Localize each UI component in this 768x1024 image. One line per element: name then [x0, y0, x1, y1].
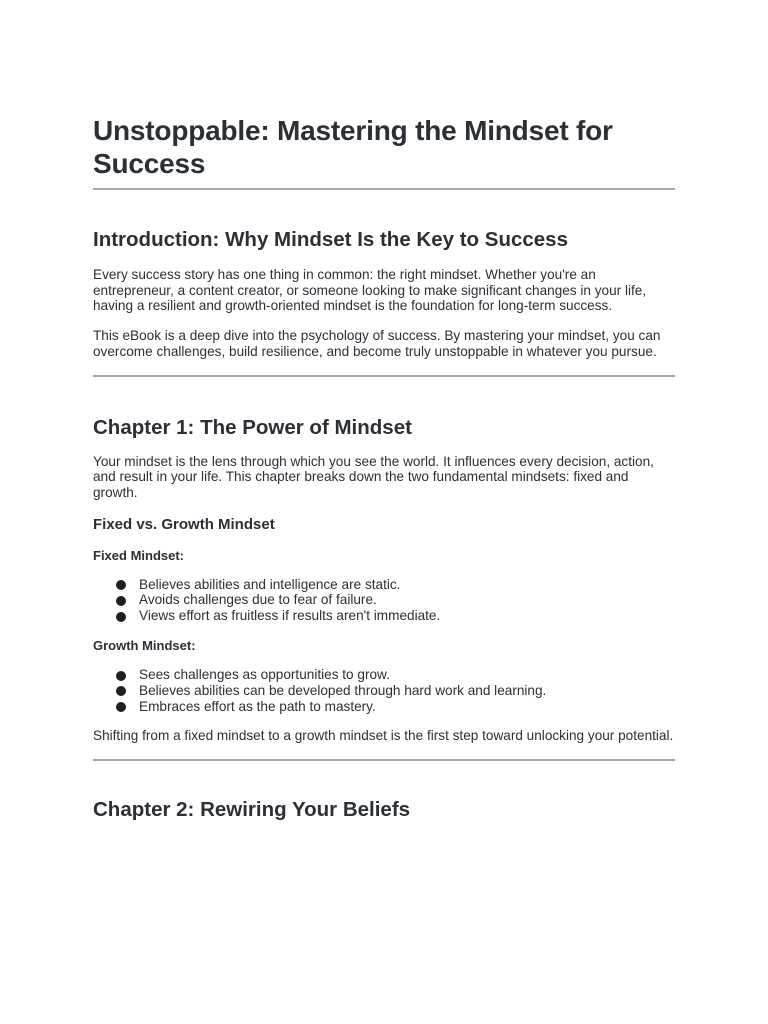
list-item — [116, 699, 675, 715]
chapter-1-divider — [93, 759, 675, 761]
chapter-1-heading: Chapter 1: The Power of Mindset — [93, 415, 412, 439]
list-item-text: Believes abilities and intelligence are static. — [139, 576, 401, 592]
list-item-text: Views effort as fruitless if results aren't immediate. — [139, 608, 441, 624]
growth-mindset-list — [93, 667, 675, 714]
introduction-paragraph-1: Every success story has one thing in common: the right mindset. Whether you're an entrepreneur, a content creator, or someone looking to make significant changes in your life, having a resilient and growth-oriented mindset is the foundation for long-term success. — [93, 267, 647, 314]
growth-mindset-label: Growth Mindset: — [93, 638, 196, 654]
introduction-paragraph-2: This eBook is a deep dive into the psychology of success. By mastering your mindset, you can overcome challenges, build resilience, and become truly unstoppable in whatever you pursue. — [93, 328, 661, 359]
bullet-icon — [116, 686, 126, 696]
list-item-text: Sees challenges as opportunities to grow. — [139, 667, 390, 683]
list-item-text: Avoids challenges due to fear of failure. — [139, 592, 377, 608]
title-divider — [93, 188, 675, 190]
list-item — [116, 592, 675, 608]
fixed-vs-growth-subheading: Fixed vs. Growth Mindset — [93, 515, 275, 533]
bullet-icon — [116, 702, 126, 712]
list-item — [116, 667, 675, 683]
introduction-divider — [93, 375, 675, 377]
bullet-icon — [116, 612, 126, 622]
list-item — [116, 608, 675, 624]
list-item — [116, 577, 675, 593]
bullet-icon — [116, 671, 126, 681]
fixed-mindset-list — [93, 577, 675, 624]
chapter-1-intro-paragraph: Your mindset is the lens through which you see the world. It influences every decision, action, and result in your life. This chapter breaks down the two fundamental mindsets: fixed and growth. — [93, 453, 654, 500]
fixed-mindset-label: Fixed Mindset: — [93, 547, 185, 563]
document-title: Unstoppable: Mastering the Mindset for Success — [93, 115, 613, 179]
list-item-text: Believes abilities can be developed through hard work and learning. — [139, 682, 547, 698]
introduction-heading: Introduction: Why Mindset Is the Key to Success — [93, 228, 568, 251]
list-item-text: Embraces effort as the path to mastery. — [139, 698, 376, 714]
list-item — [116, 683, 675, 699]
bullet-icon — [116, 580, 126, 590]
chapter-1-closing-paragraph: Shifting from a fixed mindset to a growth mindset is the first step toward unlocking your potential. — [93, 728, 674, 744]
chapter-2-heading: Chapter 2: Rewiring Your Beliefs — [93, 798, 411, 822]
bullet-icon — [116, 596, 126, 606]
